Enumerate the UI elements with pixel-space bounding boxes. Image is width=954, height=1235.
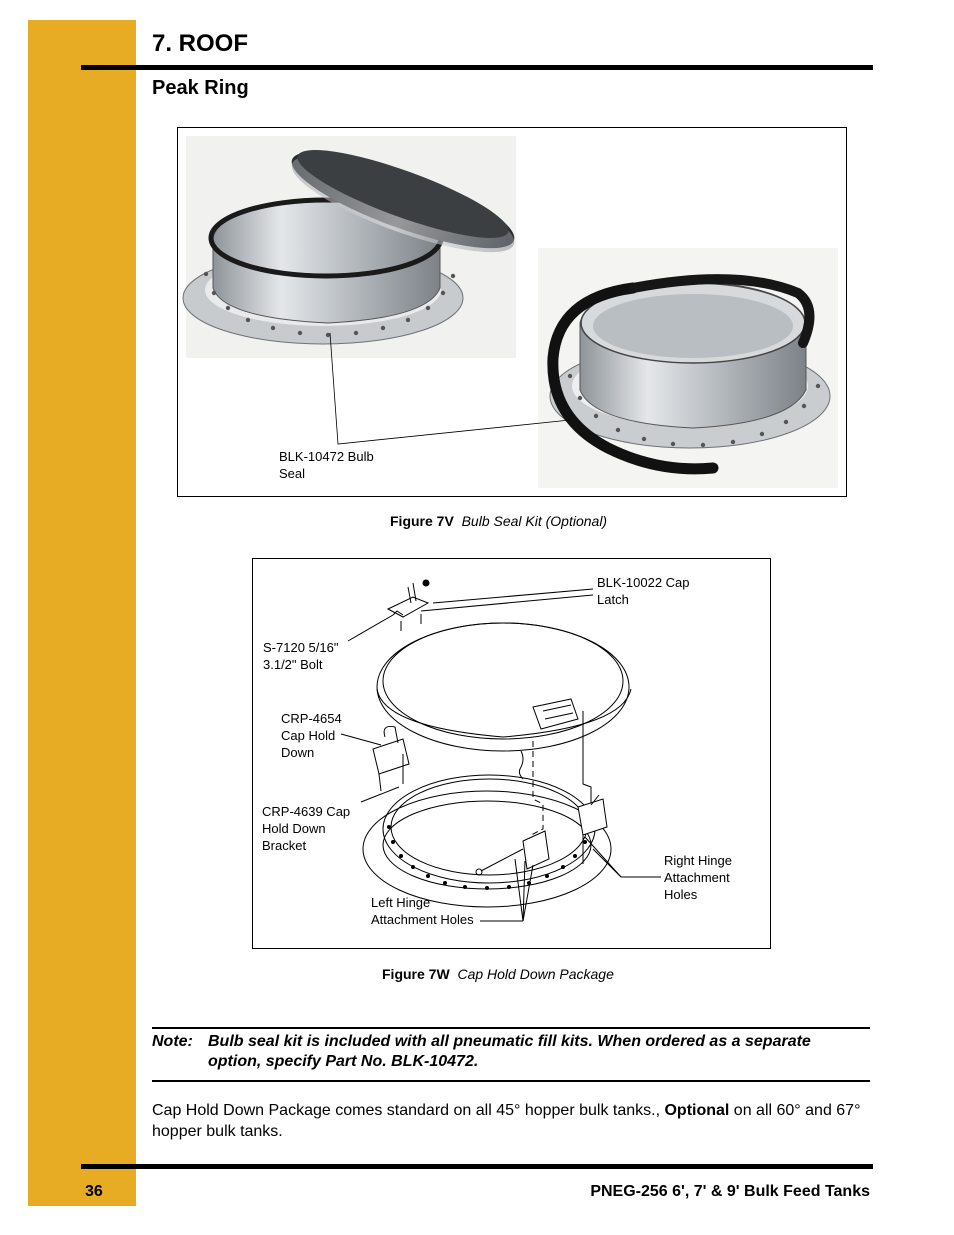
cap-hold-down-callout: CRP-4654 Cap Hold Down <box>281 711 342 760</box>
page-number: 36 <box>85 1183 103 1200</box>
note-text: Bulb seal kit is included with all pneumatic fill kits. When ordered as a separate option, specify Part No. BLK-10472. <box>208 1033 811 1070</box>
cap-latch-callout: BLK-10022 Cap Latch <box>597 575 690 607</box>
figure-7v-number: Figure 7V <box>390 513 454 529</box>
figure-7v-frame <box>177 127 847 497</box>
bolt-callout: S-7120 5/16" 3.1/2" Bolt <box>263 640 339 672</box>
figure-7w-text: Cap Hold Down Package <box>457 966 614 982</box>
footer-rule <box>81 1164 873 1169</box>
note-rule-top <box>152 1027 870 1029</box>
bulb-seal-callout: BLK-10472 Bulb Seal <box>279 449 374 481</box>
bulb-seal-photos <box>178 128 846 496</box>
section-title: 7. ROOF <box>152 30 249 57</box>
footer-doc-title: PNEG-256 6', 7' & 9' Bulk Feed Tanks <box>590 1183 870 1200</box>
body-text-after: on all 60° and 67° hopper bulk tanks. <box>152 1102 861 1140</box>
note-label: Note: <box>152 1033 193 1050</box>
subsection-title: Peak Ring <box>152 77 249 99</box>
body-paragraph <box>152 1100 872 1142</box>
figure-7w-number: Figure 7W <box>382 966 450 982</box>
figure-7w-caption <box>382 966 614 982</box>
body-text-bold: Optional <box>664 1102 730 1119</box>
header-rule <box>81 65 873 70</box>
figure-7w-frame <box>252 558 771 949</box>
note-rule-bottom <box>152 1080 870 1082</box>
figure-7v-caption <box>390 513 607 529</box>
figure-7v-text: Bulb Seal Kit (Optional) <box>461 513 608 529</box>
left-hinge-callout: Left Hinge Attachment Holes <box>371 895 474 927</box>
right-hinge-callout: Right Hinge Attachment Holes <box>664 853 732 902</box>
side-color-band <box>28 20 136 1206</box>
body-text-before: Cap Hold Down Package comes standard on all 45° hopper bulk tanks., <box>152 1102 665 1119</box>
hold-down-bracket-callout: CRP-4639 Cap Hold Down Bracket <box>262 804 351 853</box>
